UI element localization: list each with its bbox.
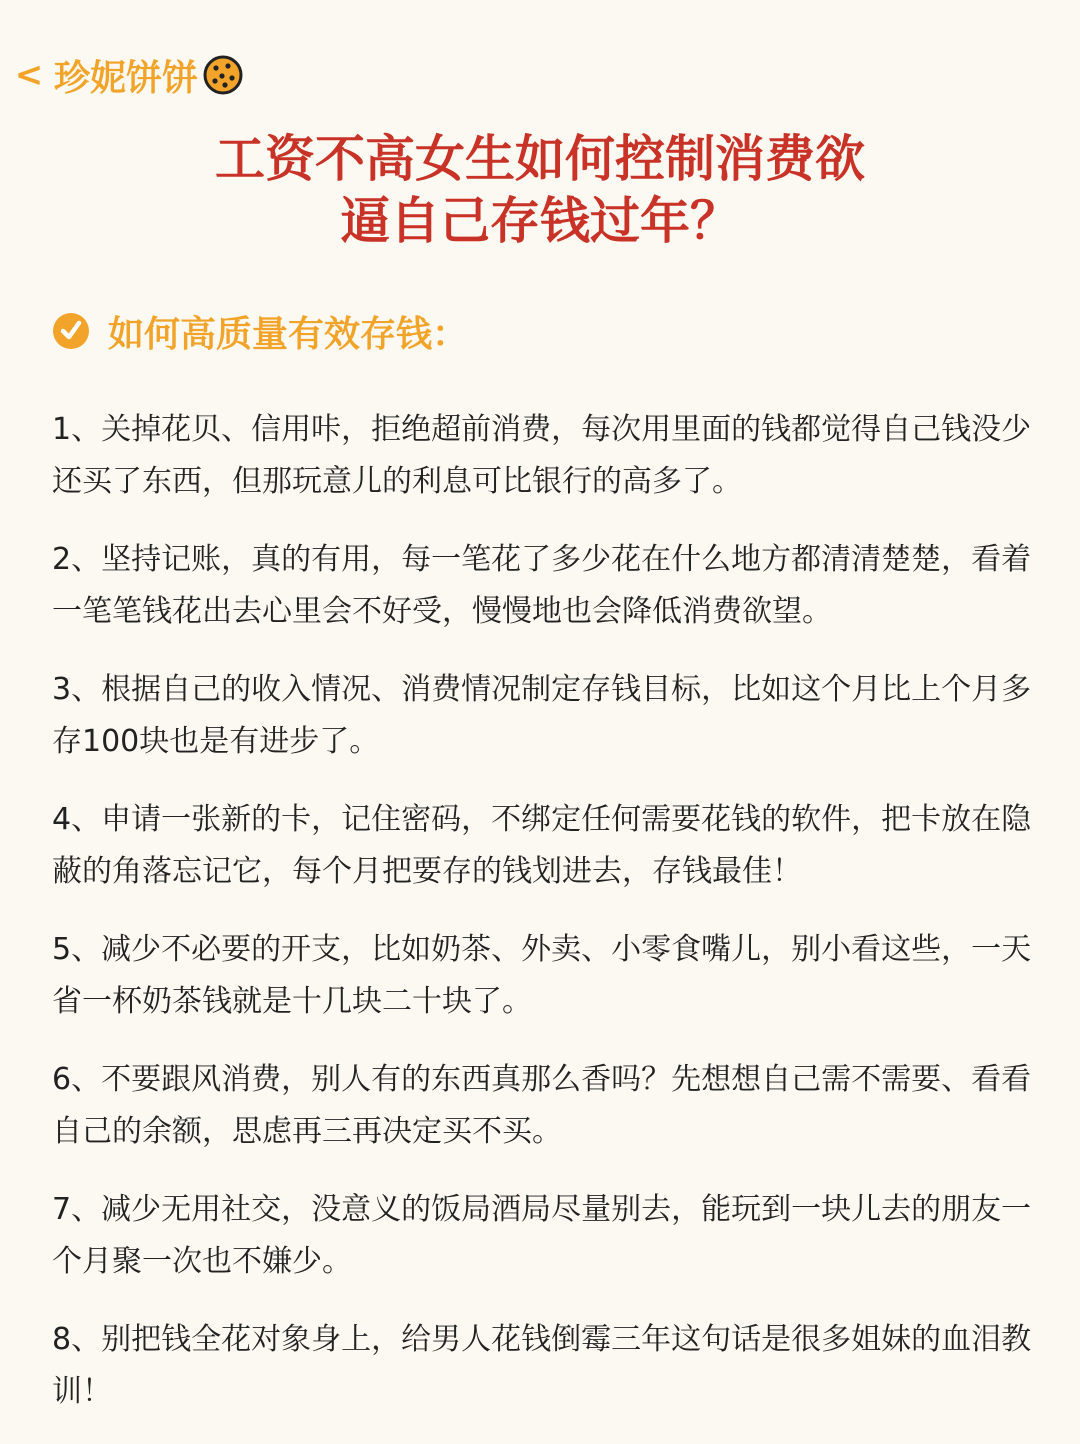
list-item: 4、申请一张新的卡，记住密码，不绑定任何需要花钱的软件，把卡放在隐蔽的角落忘记它，每个月把要存的钱划进去，存钱最佳！	[52, 802, 1032, 889]
list-item: 7、减少无用社交，没意义的饭局酒局尽量别去，能玩到一块儿去的朋友一个月聚一次也不嫌少。	[52, 1192, 1032, 1279]
page-title	[0, 128, 1080, 252]
cookie-icon	[202, 54, 244, 96]
list-item: 6、不要跟风消费，别人有的东西真那么香吗？先想想自己需不需要、看看自己的余额，思虑再三再决定买不买。	[52, 1062, 1032, 1149]
author-name[interactable]: 珍妮饼饼	[54, 57, 199, 99]
title-line-2: 逼自己存钱过年？	[340, 192, 740, 250]
header	[8, 50, 244, 100]
list-item: 5、减少不必要的开支，比如奶茶、外卖、小零食嘴儿，别小看这些，一天省一杯奶茶钱就是十几块二十块了。	[52, 932, 1032, 1019]
list-item: 2、坚持记账，真的有用，每一笔花了多少花在什么地方都清清楚楚，看着一笔笔钱花出去心里会不好受，慢慢地也会降低消费欲望。	[52, 542, 1032, 629]
list-item: 3、根据自己的收入情况、消费情况制定存钱目标，比如这个月比上个月多存100块也是有进步了。	[52, 672, 1032, 759]
check-circle-icon	[52, 312, 90, 350]
section-heading-label: 如何高质量有效存钱：	[108, 313, 469, 355]
title-line-1: 工资不高女生如何控制消费欲	[215, 130, 865, 188]
list-item: 1、关掉花贝、信用咔，拒绝超前消费，每次用里面的钱都觉得自己钱没少还买了东西，但那玩意儿的利息可比银行的高多了。	[52, 412, 1032, 499]
tips-list	[52, 404, 1037, 1444]
list-item: 8、别把钱全花对象身上，给男人花钱倒霉三年这句话是很多姐妹的血泪教训！	[52, 1322, 1032, 1409]
section-heading	[52, 306, 468, 356]
back-button[interactable]: <	[14, 55, 44, 95]
